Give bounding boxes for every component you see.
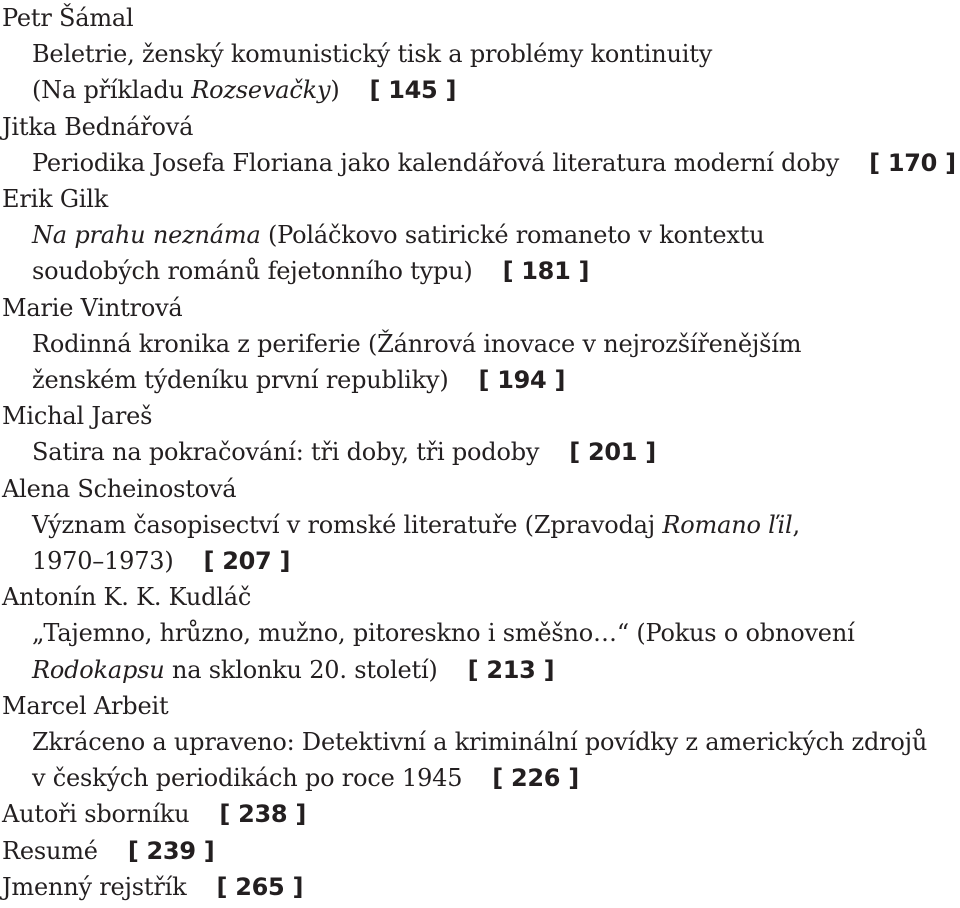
section-label: Autoři sborníku [2,800,190,829]
title-text: , [792,510,800,539]
article-title-line [32,543,290,579]
article-title-line [32,72,456,108]
article-title-line [32,145,956,181]
article-title-line [32,36,712,72]
italic-title-text: Rodokapsu [32,655,165,684]
title-text: (Poláčkovo satirické romaneto v kontextu [260,221,765,250]
title-text: ženském týdeníku první republiky) [32,366,449,394]
title-text: Rodinná kronika z periferie (Žánrová inovace v nejrozšířenějším [32,329,802,358]
article-title-line [32,507,800,543]
page-number: [ 145 ] [369,76,457,105]
author-name: Erik Gilk [2,185,109,213]
title-text: Beletrie, ženský komunistický tisk a problémy kontinuity [32,40,713,69]
author-name: Marcel Arbeit [2,691,169,720]
title-text: (Na příkladu [32,76,192,105]
italic-title-text: Romano ľil [662,510,793,539]
section-label: Resumé [2,836,98,865]
title-text: Význam časopisectví v romské literatuře (Zpravodaj [32,510,663,539]
title-text: ) [330,76,340,105]
page-number: [ 207 ] [203,547,291,575]
page-number: [ 239 ] [127,836,215,865]
section-entry [2,869,303,905]
section-entry [2,796,306,832]
article-title-line [32,652,554,688]
title-text: Satira na pokračování: tři doby, tři podoby [32,438,540,467]
page-number: [ 226 ] [492,764,579,793]
author-name: Jitka Bednářová [2,112,194,141]
article-title-line [32,434,656,470]
article-title-line [32,362,565,398]
author-name: Antonín K. K. Kudláč [2,583,252,612]
article-title-line [32,253,589,289]
page-number: [ 238 ] [219,800,307,829]
section-label: Jmenný rejstřík [2,872,187,901]
article-title-line [32,217,764,253]
title-text: Periodika Josefa Floriana jako kalendářová literatura moderní doby [32,148,840,177]
page-number: [ 170 ] [869,148,956,177]
author-name: Michal Jareš [2,402,153,431]
title-text: Zkráceno a upraveno: Detektivní a kriminální povídky z amerických zdrojů [32,728,928,756]
page-number: [ 265 ] [216,872,304,901]
author-name: Alena Scheinostová [2,474,237,503]
italic-title-text: Rozsevačky [191,76,331,105]
page-number: [ 213 ] [467,655,555,684]
article-title-line [32,615,855,651]
section-entry [2,833,214,869]
title-text: soudobých románů fejetonního typu) [32,257,473,286]
author-name: Petr Šámal [2,4,134,32]
title-text: 1970–1973) [32,547,174,575]
page-number: [ 194 ] [478,366,566,394]
page-number: [ 201 ] [569,438,656,467]
title-text: v českých periodikách po roce 1945 [32,764,463,793]
article-title-line [32,760,579,796]
italic-title-text: Na prahu neznáma [32,221,261,250]
author-name: Marie Vintrová [2,293,183,322]
title-text: „Tajemno, hrůzno, mužno, pitoreskno i směšno…“ (Pokus o obnovení [32,619,855,648]
article-title-line [32,724,927,760]
page-number: [ 181 ] [502,257,590,286]
article-title-line [32,326,801,362]
title-text: na sklonku 20. století) [164,655,438,684]
